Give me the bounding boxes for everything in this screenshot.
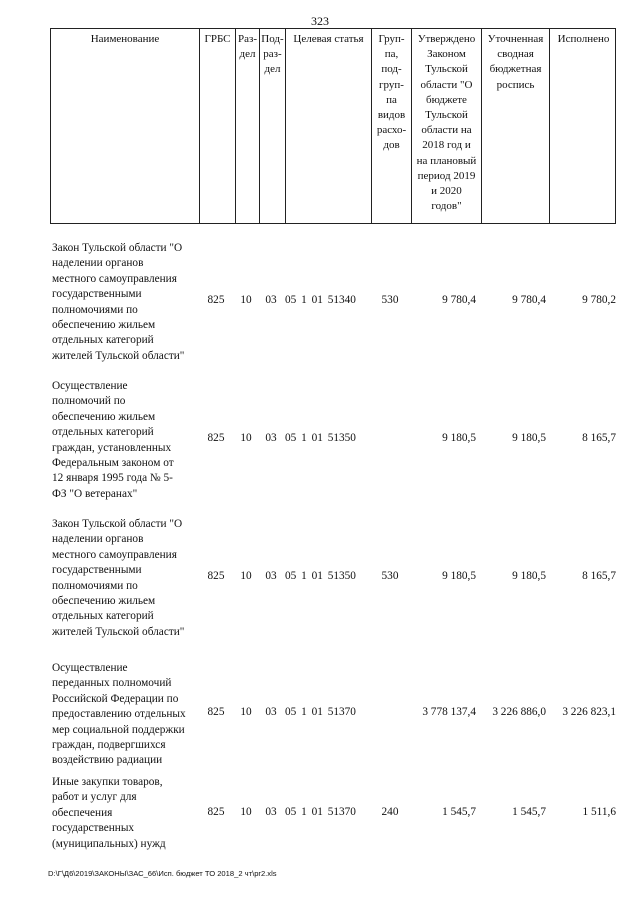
row-approved: 9 180,5 (442, 570, 476, 582)
table-row (50, 517, 616, 642)
row-executed: 9 780,2 (582, 294, 616, 306)
row-executed: 8 165,7 (582, 570, 616, 582)
table-row (50, 241, 616, 366)
header-approved-text: Утверждено Законом Тульской области "О бюджете Тульской области на 2018 год и на плановый период 2019 и 2020 годов" (416, 33, 477, 213)
row-refined: 3 226 886,0 (492, 706, 546, 718)
row-razdel: 10 (240, 432, 252, 444)
row-name: Иные закупки товаров, работ и услуг для обеспечения государственных (муниципальных) нужд (52, 776, 166, 850)
row-name: Осуществление переданных полномочий Российской Федерации по предоставлению отдельных мер социальной поддержки граждан, подвергшихся воздействию радиации (52, 662, 186, 767)
header-refined (481, 29, 549, 223)
row-group: 530 (381, 294, 399, 306)
row-podrazdel: 03 (265, 294, 277, 306)
header-grbs (199, 29, 235, 223)
row-executed: 8 165,7 (582, 432, 616, 444)
row-approved: 9 180,5 (442, 432, 476, 444)
header-podrazdel-text: Под- раз- дел (261, 33, 284, 76)
file-path-footer: D:\Г\Д6\2019\ЗАКОНЫ\ЗАС_66\Исп. бюджет ТО 2018_2 чт\pr2.xls (48, 869, 277, 878)
row-grbs: 825 (207, 706, 225, 718)
header-group (371, 29, 411, 223)
row-target: 05 1 01 51370 (285, 706, 356, 718)
row-approved: 9 780,4 (442, 294, 476, 306)
row-name: Закон Тульской области "О наделении органов местного самоуправления государственными полномочиями по обеспечению жильем отдельных категорий жителей Тульской области" (52, 518, 185, 638)
row-executed: 3 226 823,1 (562, 706, 616, 718)
row-approved: 3 778 137,4 (422, 706, 476, 718)
header-podrazdel (259, 29, 285, 223)
row-podrazdel: 03 (265, 706, 277, 718)
header-target (285, 29, 371, 223)
header-refined-text: Уточненная сводная бюджетная роспись (487, 33, 544, 91)
header-razdel (235, 29, 259, 223)
row-target: 05 1 01 51350 (285, 432, 356, 444)
row-podrazdel: 03 (265, 806, 277, 818)
table-row (50, 775, 616, 855)
table-header (50, 28, 616, 224)
row-refined: 9 180,5 (512, 432, 546, 444)
row-name: Осуществление полномочий по обеспечению жильем отдельных категорий граждан, установленных Федеральным законом от 12 января 1995 года № 5- ФЗ "О ветеранах" (52, 380, 174, 500)
row-approved: 1 545,7 (442, 806, 476, 818)
row-razdel: 10 (240, 570, 252, 582)
row-group: 240 (381, 806, 399, 818)
row-razdel: 10 (240, 706, 252, 718)
row-refined: 9 180,5 (512, 570, 546, 582)
row-podrazdel: 03 (265, 432, 277, 444)
header-grbs-text: ГРБС (204, 33, 231, 45)
row-grbs: 825 (207, 570, 225, 582)
header-executed-text: Исполнено (557, 33, 610, 45)
row-refined: 9 780,4 (512, 294, 546, 306)
row-executed: 1 511,6 (582, 806, 616, 818)
header-group-text: Груп- па, под- груп- па видов расхо- дов (376, 33, 407, 152)
row-name: Закон Тульской области "О наделении органов местного самоуправления государственными полномочиями по обеспечению жильем отдельных категорий жителей Тульской области" (52, 242, 185, 362)
row-refined: 1 545,7 (512, 806, 546, 818)
row-razdel: 10 (240, 806, 252, 818)
header-approved (411, 29, 481, 223)
header-name-text: Наименование (90, 33, 160, 45)
row-podrazdel: 03 (265, 570, 277, 582)
table-row (50, 661, 616, 771)
header-executed (549, 29, 617, 223)
row-target: 05 1 01 51370 (285, 806, 356, 818)
row-group: 530 (381, 570, 399, 582)
page-number: 323 (311, 14, 329, 28)
header-name (51, 29, 199, 223)
row-grbs: 825 (207, 806, 225, 818)
table-row (50, 379, 616, 504)
row-target: 05 1 01 51350 (285, 570, 356, 582)
row-grbs: 825 (207, 432, 225, 444)
header-razdel-text: Раз- дел (237, 33, 257, 61)
row-razdel: 10 (240, 294, 252, 306)
header-target-text: Целевая статья (293, 33, 364, 45)
row-target: 05 1 01 51340 (285, 294, 356, 306)
row-grbs: 825 (207, 294, 225, 306)
